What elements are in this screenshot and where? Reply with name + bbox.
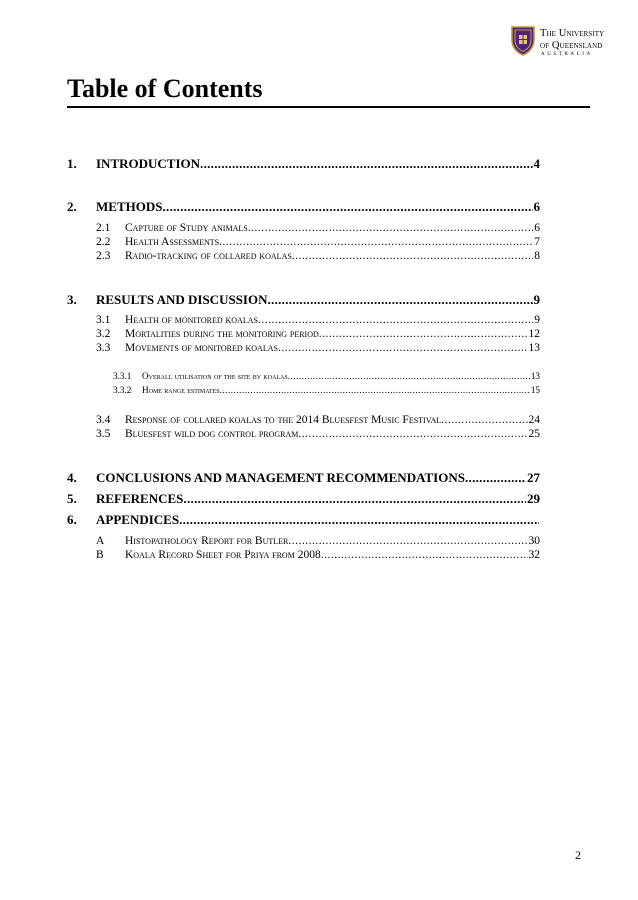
toc-entry-2-2[interactable] <box>96 236 540 248</box>
toc-entry-2-3[interactable] <box>96 250 540 262</box>
toc-number: 3.3 <box>96 342 111 354</box>
toc-label: REFERENCES <box>96 491 184 506</box>
logo-line-3: AUSTRALIA <box>541 52 593 57</box>
toc-leader <box>200 156 532 172</box>
toc-number: 3. <box>67 292 77 307</box>
toc-entry-3[interactable] <box>67 292 540 308</box>
toc-page: 4 <box>533 156 540 171</box>
page-number: 2 <box>575 848 581 862</box>
toc-page: 13 <box>528 342 540 354</box>
toc-number: 2. <box>67 199 77 214</box>
toc-page: 30 <box>528 535 540 547</box>
university-logo <box>511 26 625 62</box>
toc-number: 3.5 <box>96 428 111 440</box>
toc-leader <box>278 342 528 354</box>
toc-number: 6. <box>67 512 77 527</box>
toc-leader <box>292 250 533 262</box>
toc-entry-2-1[interactable] <box>96 222 540 234</box>
toc-leader <box>258 314 533 326</box>
toc-label: Home range estimates <box>142 385 220 395</box>
toc-number: 3.4 <box>96 414 111 426</box>
toc-leader <box>162 199 532 215</box>
page-title: Table of Contents <box>67 74 263 103</box>
toc-number: A <box>96 535 105 547</box>
toc-number: 3.1 <box>96 314 111 326</box>
toc-label: Mortalities during the monitoring period <box>125 328 319 340</box>
toc-page: 12 <box>528 328 540 340</box>
toc-number: 2.2 <box>96 236 111 248</box>
toc-number: 2.3 <box>96 250 111 262</box>
toc-page: 9 <box>534 314 540 326</box>
logo-line-2: of Queensland <box>540 40 603 51</box>
toc-leader <box>219 236 533 248</box>
crest-icon <box>511 26 535 56</box>
toc-entry-a[interactable] <box>96 535 540 547</box>
toc-page: 6 <box>534 222 540 234</box>
toc-page: 29 <box>527 491 540 506</box>
toc-page: 25 <box>528 428 540 440</box>
toc-label: METHODS <box>96 199 163 214</box>
toc-leader <box>248 222 534 234</box>
logo-line-1: The University <box>540 28 605 39</box>
toc-page: 9 <box>533 292 540 307</box>
toc-entry-3-1[interactable] <box>96 314 540 326</box>
toc-label: Capture of Study animals <box>125 222 248 234</box>
toc-page: 27 <box>527 470 540 485</box>
toc-number: 5. <box>67 491 77 506</box>
toc-label: Movements of monitored koalas <box>125 342 278 354</box>
title-rule <box>67 106 590 108</box>
toc-entry-3-5[interactable] <box>96 428 540 440</box>
toc-label: Response of collared koalas to the 2014 Bluesfest Music Festival <box>125 414 442 426</box>
toc-page: 7 <box>534 236 540 248</box>
toc-label: Overall utilisation of the site by koalas <box>142 371 288 381</box>
toc-leader <box>465 470 526 486</box>
toc-leader <box>267 292 532 308</box>
toc-entry-3-2[interactable] <box>96 328 540 340</box>
toc-number: 3.3.1 <box>113 371 132 381</box>
toc-leader <box>179 512 539 528</box>
toc-page: 6 <box>533 199 540 214</box>
toc-label: Radio-tracking of collared koalas <box>125 250 292 262</box>
toc-entry-3-3-1[interactable] <box>113 371 540 381</box>
toc-page: 32 <box>528 549 540 561</box>
toc-leader <box>220 385 530 395</box>
toc-label: Koala Record Sheet for Priya from 2008 <box>125 549 321 561</box>
toc-number: 1. <box>67 156 77 171</box>
toc-leader <box>441 414 527 426</box>
toc-entry-6[interactable] <box>67 512 540 528</box>
toc-entry-5[interactable] <box>67 491 540 507</box>
toc-entry-b[interactable] <box>96 549 540 561</box>
toc-label: APPENDICES <box>96 512 180 527</box>
toc-label: CONCLUSIONS AND MANAGEMENT RECOMMENDATIONS <box>96 470 465 485</box>
toc-number: 2.1 <box>96 222 111 234</box>
toc-entry-3-3[interactable] <box>96 342 540 354</box>
toc-page: 24 <box>528 414 540 426</box>
toc-number: 4. <box>67 470 77 485</box>
toc-leader <box>288 535 527 547</box>
toc-entry-2[interactable] <box>67 199 540 215</box>
toc-label: RESULTS AND DISCUSSION <box>96 292 268 307</box>
toc-page: 13 <box>530 371 540 381</box>
toc-entry-3-3-2[interactable] <box>113 385 540 395</box>
toc-label: Bluesfest wild dog control program <box>125 428 299 440</box>
toc-leader <box>319 328 528 340</box>
toc-leader <box>183 491 526 507</box>
toc-label: Health Assessments <box>125 236 220 248</box>
toc-label: Health of monitored koalas <box>125 314 258 326</box>
toc-page: 8 <box>534 250 540 262</box>
toc-number: 3.3.2 <box>113 385 132 395</box>
toc-page: 15 <box>530 385 540 395</box>
toc-entry-3-4[interactable] <box>96 414 540 426</box>
toc-number: 3.2 <box>96 328 111 340</box>
toc-leader <box>298 428 527 440</box>
toc-label: INTRODUCTION <box>96 156 201 171</box>
toc-number: B <box>96 549 104 561</box>
toc-entry-4[interactable] <box>67 470 540 486</box>
toc-leader <box>321 549 528 561</box>
toc-label: Histopathology Report for Butler <box>125 535 289 547</box>
toc-leader <box>288 371 530 381</box>
toc-entry-1[interactable] <box>67 156 540 172</box>
